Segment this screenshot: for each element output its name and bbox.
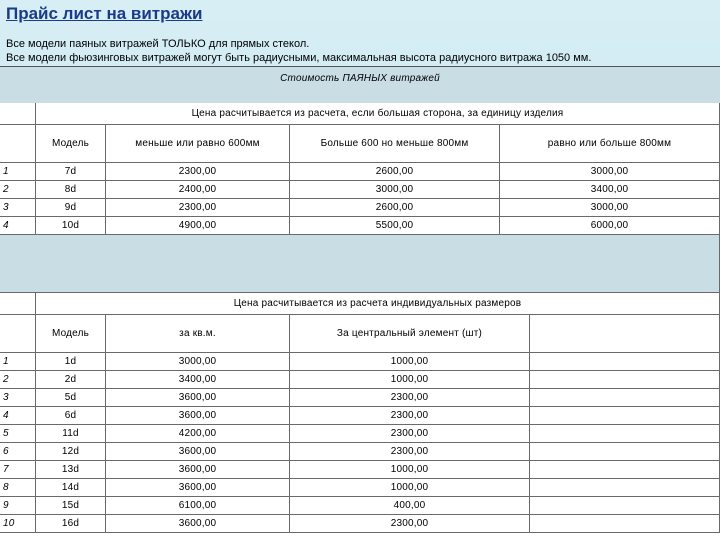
row-number: 6 — [0, 443, 36, 461]
row-number: 7 — [0, 461, 36, 479]
price-cell: 2300,00 — [290, 515, 530, 533]
empty-cell — [530, 443, 720, 461]
section1-spacer — [0, 103, 36, 125]
description-line-2: Все модели фьюзинговых витражей могут быть радиусными, максимальная высота радиусного витража 1050 мм. — [6, 52, 592, 64]
model-cell: 6d — [36, 407, 106, 425]
model-cell: 2d — [36, 371, 106, 389]
price-cell: 1000,00 — [290, 479, 530, 497]
row-number: 4 — [0, 217, 36, 235]
empty-cell — [530, 389, 720, 407]
price-cell: 3400,00 — [106, 371, 290, 389]
price-cell: 3000,00 — [106, 353, 290, 371]
price-cell: 3000,00 — [500, 199, 720, 217]
section1-subheading: Цена расчитывается из расчета, если большая сторона, за единицу изделия — [36, 103, 720, 125]
price-cell: 2600,00 — [290, 163, 500, 181]
empty-cell — [530, 353, 720, 371]
empty-cell — [530, 425, 720, 443]
price-cell: 2600,00 — [290, 199, 500, 217]
section1-column-header: меньше или равно 600мм — [106, 125, 290, 163]
price-cell: 5500,00 — [290, 217, 500, 235]
empty-cell — [530, 407, 720, 425]
empty-cell — [530, 515, 720, 533]
empty-cell — [530, 479, 720, 497]
section1-column-header: Модель — [36, 125, 106, 163]
row-number: 3 — [0, 199, 36, 217]
section2-spacer — [0, 293, 36, 315]
price-cell: 1000,00 — [290, 353, 530, 371]
model-cell: 10d — [36, 217, 106, 235]
model-cell: 16d — [36, 515, 106, 533]
price-cell: 3600,00 — [106, 443, 290, 461]
model-cell: 1d — [36, 353, 106, 371]
price-cell: 6000,00 — [500, 217, 720, 235]
section1-header-number — [0, 125, 36, 163]
empty-cell — [530, 497, 720, 515]
row-number: 1 — [0, 163, 36, 181]
row-number: 1 — [0, 353, 36, 371]
price-cell: 1000,00 — [290, 371, 530, 389]
section2-column-header: Модель — [36, 315, 106, 353]
price-cell: 4200,00 — [106, 425, 290, 443]
price-cell: 4900,00 — [106, 217, 290, 235]
price-cell: 3000,00 — [290, 181, 500, 199]
model-cell: 11d — [36, 425, 106, 443]
price-cell: 2300,00 — [290, 389, 530, 407]
section2-header-number — [0, 315, 36, 353]
page-title: Прайс лист на витражи — [6, 4, 203, 23]
price-cell: 2400,00 — [106, 181, 290, 199]
price-table — [0, 66, 720, 541]
row-number: 9 — [0, 497, 36, 515]
section1-column-header: Больше 600 но меньше 800мм — [290, 125, 500, 163]
section2-column-header: За центральный элемент (шт) — [290, 315, 530, 353]
empty-cell — [530, 461, 720, 479]
empty-cell — [530, 371, 720, 389]
model-cell: 7d — [36, 163, 106, 181]
price-cell: 2300,00 — [290, 407, 530, 425]
row-number: 2 — [0, 181, 36, 199]
price-cell: 3600,00 — [106, 389, 290, 407]
price-cell: 2300,00 — [106, 163, 290, 181]
price-cell: 3000,00 — [500, 163, 720, 181]
model-cell: 9d — [36, 199, 106, 217]
price-cell: 6100,00 — [106, 497, 290, 515]
section2-subheading: Цена расчитывается из расчета индивидуальных размеров — [36, 293, 720, 315]
price-cell: 3600,00 — [106, 407, 290, 425]
price-cell: 2300,00 — [290, 425, 530, 443]
price-cell: 3600,00 — [106, 515, 290, 533]
price-cell: 2300,00 — [106, 199, 290, 217]
row-number: 5 — [0, 425, 36, 443]
price-cell: 2300,00 — [290, 443, 530, 461]
section-gap — [0, 235, 720, 293]
section2-empty-header — [530, 315, 720, 353]
price-cell: 400,00 — [290, 497, 530, 515]
model-cell: 14d — [36, 479, 106, 497]
price-cell: 1000,00 — [290, 461, 530, 479]
model-cell: 12d — [36, 443, 106, 461]
model-cell: 13d — [36, 461, 106, 479]
row-number: 3 — [0, 389, 36, 407]
model-cell: 8d — [36, 181, 106, 199]
price-cell: 3600,00 — [106, 461, 290, 479]
row-number: 4 — [0, 407, 36, 425]
description-line-1: Все модели паяных витражей ТОЛЬКО для прямых стекол. — [6, 38, 310, 50]
row-number: 2 — [0, 371, 36, 389]
row-number: 8 — [0, 479, 36, 497]
price-cell: 3400,00 — [500, 181, 720, 199]
price-cell: 3600,00 — [106, 479, 290, 497]
row-number: 10 — [0, 515, 36, 533]
model-cell: 5d — [36, 389, 106, 407]
section2-column-header: за кв.м. — [106, 315, 290, 353]
model-cell: 15d — [36, 497, 106, 515]
section1-heading: Стоимость ПАЯНЫХ витражей — [280, 72, 440, 84]
section1-column-header: равно или больше 800мм — [500, 125, 720, 163]
